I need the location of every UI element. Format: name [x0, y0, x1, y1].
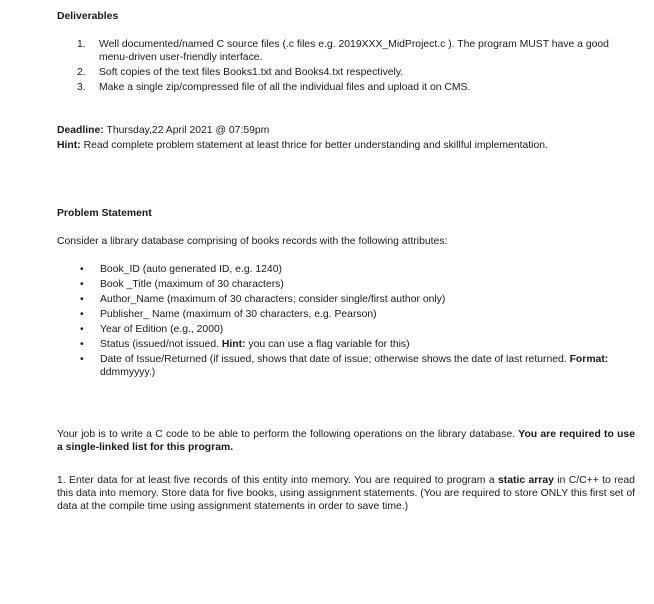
list-item [57, 38, 637, 64]
attributes-list [80, 263, 635, 381]
bullet-icon: • [80, 324, 84, 335]
bullet-icon: • [80, 279, 84, 290]
attribute-text: Year of Edition (e.g., 2000) [100, 324, 224, 335]
list-item [80, 353, 635, 379]
item-text: Well documented/named C source files (.c files e.g. 2019XXX_MidProject.c ). The program MUST have a good menu-driven user-friendly interface. [99, 39, 609, 63]
list-item [80, 278, 635, 291]
attribute-text: Author_Name (maximum of 30 characters; consider single/first author only) [100, 294, 446, 305]
deliverables-list [57, 38, 637, 96]
attribute-text-post: you can use a flag variable for this) [245, 339, 410, 350]
bullet-icon: • [80, 264, 84, 275]
list-item [80, 323, 635, 336]
task-text-pre: 1. Enter data for at least five records of this entity into memory. You are required to program a [57, 475, 498, 486]
attribute-format-label: Format: [569, 354, 609, 365]
hint-text: Read complete problem statement at least thrice for better understanding and skillful implementation. [83, 140, 548, 151]
deadline-value: Thursday,22 April 2021 @ 07:59pm [106, 125, 270, 136]
job-text: Your job is to write a C code to be able to perform the following operations on the library database. [57, 429, 519, 440]
item-text: Soft copies of the text files Books1.txt and Books4.txt respectively. [99, 67, 404, 78]
item-text: Make a single zip/compressed file of all the individual files and upload it on CMS. [99, 82, 471, 93]
bullet-icon: • [80, 309, 84, 320]
deadline-line [57, 124, 269, 137]
hint-label: Hint: [57, 140, 81, 151]
list-item [80, 338, 635, 351]
list-item [57, 81, 637, 94]
attribute-text-pre: Status (issued/not issued. [100, 339, 222, 350]
list-item [80, 293, 635, 306]
item-number: 1. [77, 39, 86, 50]
deliverables-heading: Deliverables [57, 11, 119, 22]
task-paragraph [57, 474, 635, 513]
attribute-text: Book_ID (auto generated ID, e.g. 1240) [100, 264, 282, 275]
task-text-post: in C/C++ to read this data into memory. Store data for five books, using assignment statements. (You are required to store ONLY this first set of data at the compile time using assignment statements in order to save time.) [57, 475, 635, 512]
attribute-text-pre: Date of Issue/Returned (if issued, shows that date of issue; otherwise shows the date of last returned. [100, 354, 570, 365]
task-static-array: static array [497, 475, 554, 486]
problem-intro: Consider a library database comprising of books records with the following attributes: [57, 236, 448, 247]
list-item [57, 66, 637, 79]
item-number: 2. [77, 67, 86, 78]
attribute-text: Publisher_ Name (maximum of 30 characters, e.g. Pearson) [100, 309, 377, 320]
list-item [80, 263, 635, 276]
attribute-text: Book _Title (maximum of 30 characters) [100, 279, 284, 290]
hint-paragraph [57, 139, 622, 152]
item-number: 3. [77, 82, 86, 93]
problem-statement-heading: Problem Statement [57, 208, 152, 219]
attribute-text-post: ddmmyyyy.) [100, 367, 156, 378]
bullet-icon: • [80, 339, 84, 350]
bullet-icon: • [80, 294, 84, 305]
attribute-hint-label: Hint: [221, 339, 246, 350]
job-requirement: You are required to use a single-linked list for this program. [57, 429, 635, 453]
deadline-label: Deadline: [57, 125, 104, 136]
list-item [80, 308, 635, 321]
job-paragraph [57, 428, 635, 454]
bullet-icon: • [80, 354, 84, 365]
